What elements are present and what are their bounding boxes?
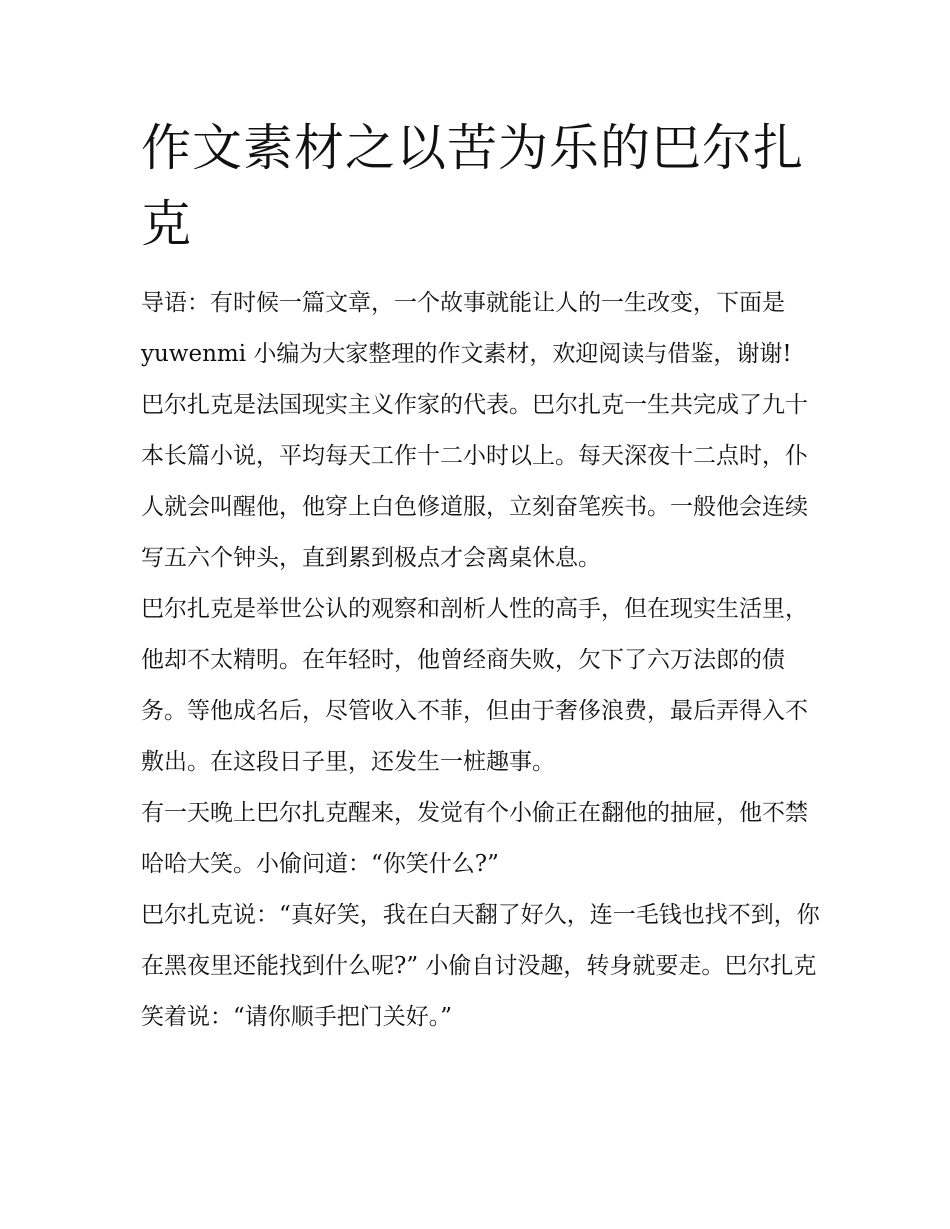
paragraph-4: 巴尔扎克说：“真好笑，我在白天翻了好久，连一毛钱也找不到，你在黑夜里还能找到什么呢?” 小偷自讨没趣，转身就要走。巴尔扎克笑着说：“请你顺手把门关好。”	[141, 902, 820, 1030]
document-page	[141, 110, 821, 1043]
paragraph-intro: 导语：有时候一篇文章，一个故事就能让人的一生改变，下面是 yuwenmi 小编为大家整理的作文素材，欢迎阅读与借鉴，谢谢!	[141, 290, 792, 367]
document-title: 作文素材之以苦为乐的巴尔扎克	[141, 119, 804, 253]
paragraph-1: 巴尔扎克是法国现实主义作家的代表。巴尔扎克一生共完成了九十本长篇小说，平均每天工作十二小时以上。每天深夜十二点时，仆人就会叫醒他，他穿上白色修道服，立刻奋笔疾书。一般他会连续写五六个钟头，直到累到极点才会离桌休息。	[141, 392, 808, 571]
paragraph-2: 巴尔扎克是举世公认的观察和剖析人性的高手，但在现实生活里，他却不太精明。在年轻时，他曾经商失败，欠下了六万法郎的债务。等他成名后，尽管收入不菲，但由于奢侈浪费，最后弄得入不敷出。在这段日子里，还发生一桩趣事。	[141, 596, 808, 775]
paragraph-3: 有一天晚上巴尔扎克醒来，发觉有个小偷正在翻他的抽屉，他不禁哈哈大笑。小偷问道：“你笑什么?”	[141, 800, 808, 877]
document-body	[141, 278, 821, 1043]
